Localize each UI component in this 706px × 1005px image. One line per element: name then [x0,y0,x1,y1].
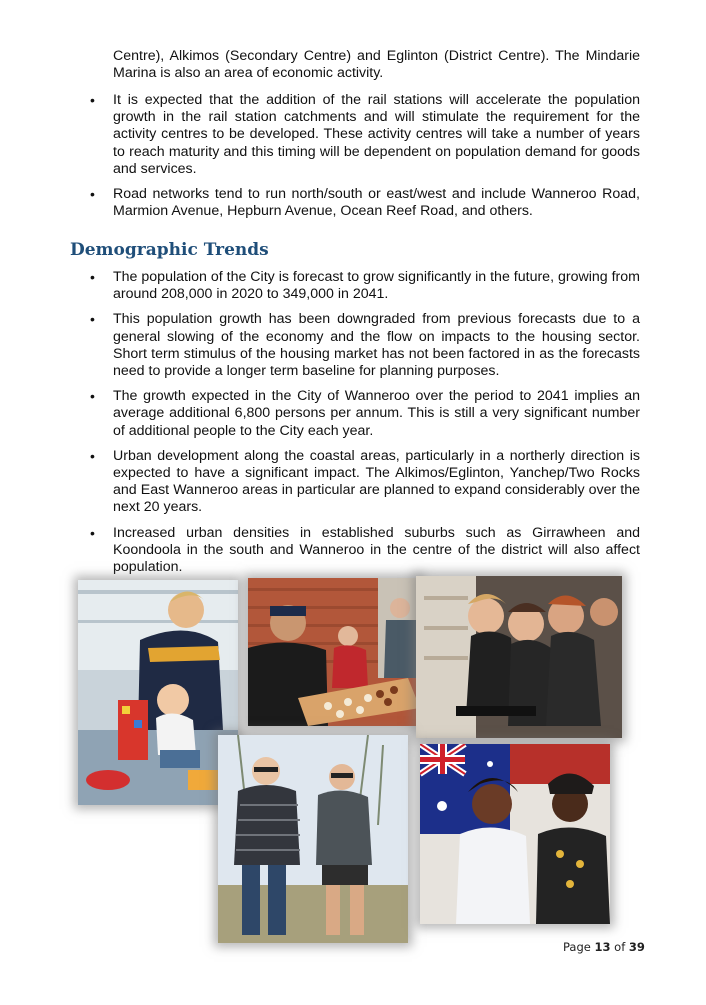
photo-women-exercising [416,576,622,738]
bullet-icon: • [90,447,95,464]
current-page-number: 13 [594,940,611,954]
continued-paragraph: Centre), Alkimos (Secondary Centre) and Eglinton (District Centre). The Mindarie Marina is also an area of economic activity. [113,48,640,82]
section-heading: Demographic Trends [70,240,269,260]
list-item-text: Urban development along the coastal areas, particularly in a northerly direction is expected to have a significant impact. The Alkimos/Eglinton, Yanchep/Two Rocks and East Wanneroo areas in particular are planned to expand considerably over the next 20 years. [113,447,640,516]
bullet-icon: • [90,388,95,405]
photo-women-with-flag [420,744,610,924]
bullet-icon: • [90,524,95,541]
photo-seniors-playing-checkers [248,578,420,726]
list-item [0,388,640,440]
photo-two-men-walking [218,735,408,943]
bullet-list-economy [0,92,706,228]
list-item-text: The population of the City is forecast to grow significantly in the future, growing from around 208,000 in 2020 to 349,000 in 2041. [113,269,640,303]
list-item [0,269,640,303]
photo-mother-and-baby [78,580,238,805]
bullet-list-demographics [0,269,706,584]
list-item-text: Increased urban densities in established suburbs such as Girrawheen and Koondoola in the south and Wanneroo in the centre of the district will also affect population. [113,524,640,576]
list-item-text: Road networks tend to run north/south or east/west and include Wanneroo Road, Marmion Avenue, Hepburn Avenue, Ocean Reef Road, and others. [113,186,640,220]
list-item [0,448,640,517]
page-word: Page [563,940,591,954]
page-footer [563,940,645,954]
bullet-icon: • [90,311,95,328]
list-item [0,186,640,220]
bullet-icon: • [90,269,95,285]
list-item [0,311,640,380]
total-pages: 39 [628,940,645,954]
list-item-text: This population growth has been downgraded from previous forecasts due to a general slowing of the economy and the flow on impacts to the housing sector. Short term stimulus of the housing market has not been factored in as the forecasts need to provide a longer term baseline for planning purposes. [113,311,640,380]
list-item-text: It is expected that the addition of the rail stations will accelerate the population growth in the rail station catchments and will stimulate the requirement for the activity centres to be developed. These activity centres will take a number of years to reach maturity and this timing will be dependent on population demand for goods and services. [113,92,640,177]
list-item [0,525,640,577]
of-word: of [614,940,626,954]
list-item [0,92,640,178]
list-item-text: The growth expected in the City of Wanneroo over the period to 2041 implies an average additional 6,800 persons per annum. This is still a very significant number of additional people to the City each year. [113,388,640,439]
bullet-icon: • [90,92,95,108]
bullet-icon: • [90,186,95,203]
